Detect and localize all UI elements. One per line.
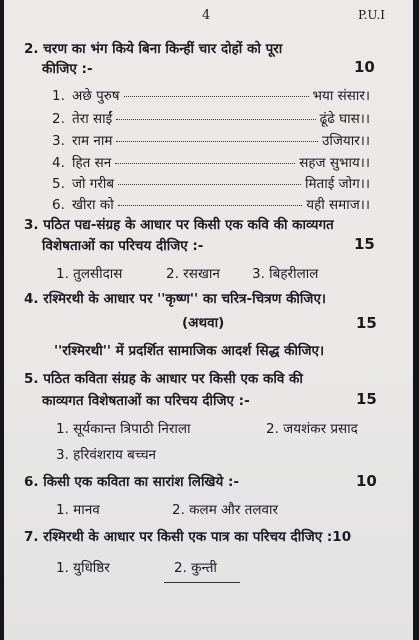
blank-dots — [118, 184, 301, 185]
couplet-start: तेरा साईं — [72, 111, 113, 127]
page-number: 4 — [202, 8, 211, 23]
question-4-or-label: (अथवा) — [182, 315, 225, 331]
couplet-item — [52, 131, 370, 149]
question-5-text: 5. पठित कविता संग्रह के आधार पर किसी एक कवि की — [24, 371, 303, 387]
blank-dots — [124, 96, 309, 97]
question-5-text-cont: काव्यगत विशेषताओं का परिचय दीजिए :- — [42, 393, 250, 409]
question-3-option: 1. तुलसीदास — [56, 266, 123, 282]
blank-dots — [116, 119, 315, 120]
couplet-end: मिताई जोग।। — [304, 176, 370, 192]
question-5-option: 3. हरिवंशराय बच्चन — [56, 447, 157, 463]
question-3-text: 3. पठित पद्य-संग्रह के आधार पर किसी एक कवि की काव्यगत — [24, 217, 334, 233]
blank-dots — [118, 205, 303, 206]
question-2-text-cont: कीजिए :- — [42, 61, 93, 77]
question-4-alternative: ''रश्मिरथी'' में प्रदर्शित सामाजिक आदर्श सिद्ध कीजिए। — [54, 343, 325, 359]
couplet-end: सहज सुभाय।। — [299, 155, 370, 171]
couplet-start: अछे पुरुष — [72, 88, 120, 104]
couplet-start: खीरा को — [72, 197, 114, 213]
question-7-option: 1. युधिष्ठिर — [56, 560, 110, 576]
couplet-end: उजियार।। — [322, 133, 370, 149]
question-3-text-cont: विशेषताओं का परिचय दीजिए :- — [42, 238, 204, 254]
question-4-text: 4. रश्मिरथी के आधार पर ''कृष्ण'' का चरित्र-चित्रण कीजिए। — [24, 291, 327, 307]
couplet-start: हित सन — [72, 155, 112, 171]
question-6-text: 6. किसी एक कविता का सारांश लिखिये :- — [24, 474, 240, 490]
question-5-option: 2. जयशंकर प्रसाद — [266, 421, 358, 437]
question-4-marks: 15 — [356, 314, 377, 332]
question-7-text: 7. रश्मिरथी के आधार पर किसी एक पात्र का परिचय दीजिए :10 — [24, 529, 352, 545]
question-7-option: 2. कुन्ती — [174, 560, 217, 576]
question-3-marks: 15 — [354, 235, 375, 253]
question-6-option: 1. मानव — [56, 502, 100, 518]
question-3-option: 3. बिहरीलाल — [252, 266, 319, 282]
couplet-item — [52, 174, 370, 192]
couplet-end: यही समाज।। — [306, 197, 370, 213]
couplet-number: 2. — [52, 111, 65, 127]
couplet-number: 5. — [52, 176, 65, 192]
question-2-text: 2. चरण का भंग किये बिना किन्हीं चार दोहों को पूरा — [24, 41, 283, 57]
blank-dots — [115, 163, 295, 164]
question-2-marks: 10 — [354, 58, 375, 76]
couplet-end: भया संसार। — [312, 88, 370, 104]
couplet-item — [52, 195, 370, 213]
couplet-start: जो गरीब — [72, 176, 115, 192]
couplet-end: ढूंढे घास।। — [319, 111, 370, 127]
couplet-number: 1. — [52, 88, 65, 104]
couplet-number: 3. — [52, 133, 65, 149]
exam-page — [4, 0, 413, 640]
couplet-item — [52, 109, 370, 127]
couplet-start: राम नाम — [72, 133, 113, 149]
couplet-item — [52, 86, 370, 104]
paper-code: P.U.I — [357, 8, 385, 22]
question-5-marks: 15 — [356, 390, 377, 408]
question-6-marks: 10 — [356, 472, 377, 490]
question-6-option: 2. कलम और तलवार — [172, 502, 279, 518]
question-3-option: 2. रसखान — [166, 266, 220, 282]
question-5-option: 1. सूर्यकान्त त्रिपाठी निराला — [56, 421, 191, 437]
couplet-number: 4. — [52, 155, 65, 171]
blank-dots — [116, 141, 318, 142]
couplet-item — [52, 153, 370, 171]
couplet-number: 6. — [52, 197, 65, 213]
end-rule — [164, 582, 240, 583]
